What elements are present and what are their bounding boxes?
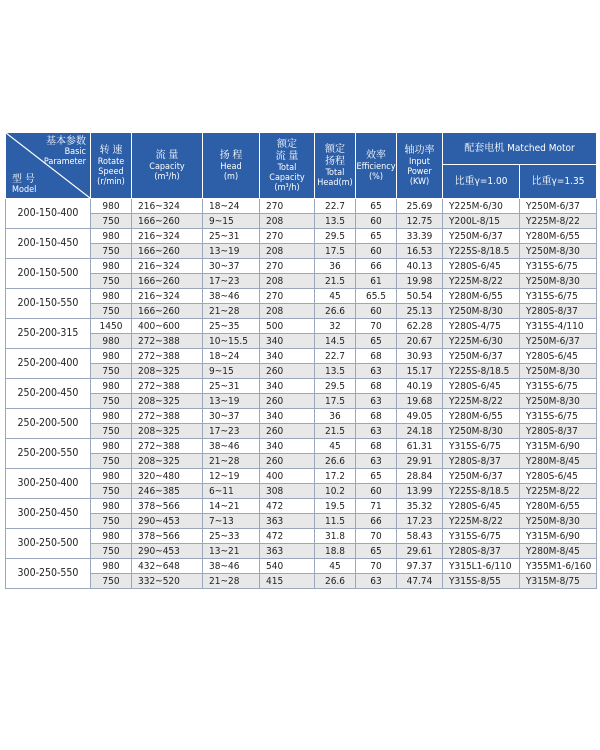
input-power-cell: 19.98 — [397, 274, 443, 289]
total-head-cell: 22.7 — [315, 199, 356, 214]
motor-135-cell: Y280S-6/45 — [520, 469, 597, 484]
total-capacity-cell: 415 — [260, 574, 315, 589]
capacity-cell: 208~325 — [132, 454, 203, 469]
motor-135-cell: Y250M-8/30 — [520, 274, 597, 289]
efficiency-cell: 65 — [356, 199, 397, 214]
motor-1-cell: Y250M-6/37 — [443, 229, 520, 244]
motor-1-cell: Y280S-8/37 — [443, 544, 520, 559]
total-head-cell: 22.7 — [315, 349, 356, 364]
head-header: 扬 程 Head (m) — [203, 133, 260, 199]
capacity-cell: 216~324 — [132, 229, 203, 244]
model-cell: 250-200-500 — [6, 409, 91, 439]
efficiency-cell: 60 — [356, 214, 397, 229]
total-head-cell: 26.6 — [315, 304, 356, 319]
capacity-cell: 166~260 — [132, 214, 203, 229]
total-capacity-cell: 340 — [260, 439, 315, 454]
table-row — [6, 514, 597, 529]
capacity-cell: 272~388 — [132, 379, 203, 394]
total-capacity-cell: 260 — [260, 424, 315, 439]
total-capacity-cell: 308 — [260, 484, 315, 499]
speed-cell: 980 — [91, 439, 132, 454]
head-cell: 38~46 — [203, 439, 260, 454]
input-power-cell: 25.13 — [397, 304, 443, 319]
head-cell: 7~13 — [203, 514, 260, 529]
total-capacity-cell: 208 — [260, 244, 315, 259]
model-cell: 200-150-550 — [6, 289, 91, 319]
total-head-cell: 19.5 — [315, 499, 356, 514]
motor-135-cell: Y225M-8/22 — [520, 214, 597, 229]
model-cell: 300-250-400 — [6, 469, 91, 499]
capacity-cell: 208~325 — [132, 424, 203, 439]
model-cell: 200-150-400 — [6, 199, 91, 229]
motor-135-cell: Y280M-6/55 — [520, 499, 597, 514]
total-capacity-cell: 500 — [260, 319, 315, 334]
efficiency-cell: 66 — [356, 259, 397, 274]
input-power-cell: 28.84 — [397, 469, 443, 484]
head-cell: 17~23 — [203, 424, 260, 439]
motor-1-cell: Y280S-6/45 — [443, 499, 520, 514]
head-cell: 30~37 — [203, 409, 260, 424]
pump-spec-table — [5, 132, 597, 589]
total-head-cell: 13.5 — [315, 364, 356, 379]
input-power-cell: 49.05 — [397, 409, 443, 424]
head-cell: 14~21 — [203, 499, 260, 514]
speed-cell: 750 — [91, 304, 132, 319]
motor-135-cell: Y250M-8/30 — [520, 394, 597, 409]
input-power-cell: 16.53 — [397, 244, 443, 259]
motor-135-cell: Y315M-6/90 — [520, 529, 597, 544]
table-row — [6, 379, 597, 394]
total-head-cell: 32 — [315, 319, 356, 334]
speed-cell: 750 — [91, 364, 132, 379]
motor-1-cell: Y315S-6/75 — [443, 529, 520, 544]
motor-1-cell: Y225S-8/18.5 — [443, 364, 520, 379]
motor-1-cell: Y280M-6/55 — [443, 409, 520, 424]
motor-1-cell: Y315S-8/55 — [443, 574, 520, 589]
motor-135-cell: Y250M-6/37 — [520, 199, 597, 214]
table-row — [6, 529, 597, 544]
capacity-cell: 272~388 — [132, 439, 203, 454]
speed-cell: 750 — [91, 574, 132, 589]
motor-1-cell: Y280S-8/37 — [443, 454, 520, 469]
total-head-cell: 45 — [315, 439, 356, 454]
model-header — [6, 133, 91, 199]
speed-cell: 750 — [91, 454, 132, 469]
total-head-cell: 18.8 — [315, 544, 356, 559]
speed-cell: 980 — [91, 499, 132, 514]
input-power-cell: 24.18 — [397, 424, 443, 439]
motor-135-cell: Y315S-6/75 — [520, 289, 597, 304]
capacity-cell: 208~325 — [132, 364, 203, 379]
input-power-cell: 40.19 — [397, 379, 443, 394]
head-cell: 18~24 — [203, 199, 260, 214]
input-power-header: 轴功率 Input Power (KW) — [397, 133, 443, 199]
motor-1-cell: Y200L-8/15 — [443, 214, 520, 229]
motor-135-cell: Y250M-6/37 — [520, 334, 597, 349]
model-label: 型 号 Model — [12, 174, 37, 195]
speed-cell: 750 — [91, 394, 132, 409]
table-row — [6, 544, 597, 559]
motor-135-cell: Y315M-6/90 — [520, 439, 597, 454]
head-cell: 18~24 — [203, 349, 260, 364]
motor-135-cell: Y250M-8/30 — [520, 244, 597, 259]
motor-135-cell: Y280S-6/45 — [520, 349, 597, 364]
motor-1-cell: Y225M-6/30 — [443, 334, 520, 349]
input-power-cell: 29.61 — [397, 544, 443, 559]
motor-135-cell: Y315S-6/75 — [520, 409, 597, 424]
total-head-cell: 17.5 — [315, 244, 356, 259]
table-row — [6, 214, 597, 229]
input-power-cell: 62.28 — [397, 319, 443, 334]
total-head-cell: 26.6 — [315, 574, 356, 589]
efficiency-cell: 63 — [356, 424, 397, 439]
efficiency-cell: 63 — [356, 394, 397, 409]
total-head-cell: 45 — [315, 289, 356, 304]
total-head-cell: 13.5 — [315, 214, 356, 229]
model-cell: 250-200-450 — [6, 379, 91, 409]
total-capacity-cell: 472 — [260, 529, 315, 544]
model-cell: 200-150-500 — [6, 259, 91, 289]
speed-cell: 980 — [91, 409, 132, 424]
speed-cell: 980 — [91, 199, 132, 214]
model-cell: 300-250-450 — [6, 499, 91, 529]
motor-gravity-1.35-header: 比重γ=1.35 — [520, 165, 597, 199]
efficiency-cell: 63 — [356, 364, 397, 379]
table-row — [6, 304, 597, 319]
input-power-cell: 40.13 — [397, 259, 443, 274]
input-power-cell: 12.75 — [397, 214, 443, 229]
motor-1-cell: Y315L1-6/110 — [443, 559, 520, 574]
table-row — [6, 244, 597, 259]
input-power-cell: 17.23 — [397, 514, 443, 529]
capacity-header: 流 量 Capacity (m³/h) — [132, 133, 203, 199]
capacity-cell: 208~325 — [132, 394, 203, 409]
head-cell: 13~21 — [203, 544, 260, 559]
motor-135-cell: Y280S-8/37 — [520, 424, 597, 439]
model-cell: 250-200-550 — [6, 439, 91, 469]
motor-135-cell: Y280M-8/45 — [520, 544, 597, 559]
motor-135-cell: Y250M-8/30 — [520, 514, 597, 529]
total-head-cell: 17.2 — [315, 469, 356, 484]
head-cell: 25~31 — [203, 379, 260, 394]
motor-1-cell: Y225S-8/18.5 — [443, 484, 520, 499]
capacity-cell: 166~260 — [132, 244, 203, 259]
efficiency-cell: 70 — [356, 559, 397, 574]
table-row — [6, 364, 597, 379]
head-cell: 13~19 — [203, 394, 260, 409]
motor-1-cell: Y250M-8/30 — [443, 304, 520, 319]
motor-gravity-1-header: 比重γ=1.00 — [443, 165, 520, 199]
motor-1-cell: Y225M-6/30 — [443, 199, 520, 214]
speed-cell: 750 — [91, 244, 132, 259]
speed-cell: 980 — [91, 379, 132, 394]
speed-cell: 750 — [91, 424, 132, 439]
total-capacity-cell: 340 — [260, 349, 315, 364]
speed-cell: 750 — [91, 484, 132, 499]
head-cell: 9~15 — [203, 364, 260, 379]
head-cell: 38~46 — [203, 559, 260, 574]
input-power-cell: 29.91 — [397, 454, 443, 469]
speed-cell: 750 — [91, 544, 132, 559]
total-capacity-cell: 340 — [260, 379, 315, 394]
speed-cell: 980 — [91, 289, 132, 304]
capacity-cell: 432~648 — [132, 559, 203, 574]
motor-135-cell: Y315S-4/110 — [520, 319, 597, 334]
total-capacity-cell: 363 — [260, 514, 315, 529]
efficiency-cell: 70 — [356, 529, 397, 544]
head-cell: 38~46 — [203, 289, 260, 304]
total-capacity-cell: 270 — [260, 259, 315, 274]
speed-cell: 980 — [91, 349, 132, 364]
total-capacity-cell: 270 — [260, 229, 315, 244]
capacity-cell: 378~566 — [132, 499, 203, 514]
efficiency-cell: 65 — [356, 229, 397, 244]
efficiency-cell: 68 — [356, 439, 397, 454]
input-power-cell: 58.43 — [397, 529, 443, 544]
motor-135-cell: Y250M-8/30 — [520, 364, 597, 379]
input-power-cell: 35.32 — [397, 499, 443, 514]
capacity-cell: 216~324 — [132, 289, 203, 304]
efficiency-cell: 70 — [356, 319, 397, 334]
table-row — [6, 394, 597, 409]
total-head-cell: 36 — [315, 409, 356, 424]
motor-1-cell: Y250M-6/37 — [443, 469, 520, 484]
motor-1-cell: Y225M-8/22 — [443, 394, 520, 409]
head-cell: 10~15.5 — [203, 334, 260, 349]
total-head-cell: 26.6 — [315, 454, 356, 469]
total-head-cell: 29.5 — [315, 379, 356, 394]
table-row — [6, 424, 597, 439]
capacity-cell: 216~324 — [132, 199, 203, 214]
table-row — [6, 559, 597, 574]
motor-1-cell: Y225M-8/22 — [443, 514, 520, 529]
speed-cell: 980 — [91, 334, 132, 349]
table-row — [6, 319, 597, 334]
motor-135-cell: Y315S-6/75 — [520, 259, 597, 274]
motor-1-cell: Y315S-6/75 — [443, 439, 520, 454]
speed-header: 转 速 Rotate Speed (r/min) — [91, 133, 132, 199]
motor-1-cell: Y225M-8/22 — [443, 274, 520, 289]
head-cell: 25~33 — [203, 529, 260, 544]
input-power-cell: 50.54 — [397, 289, 443, 304]
basic-parameter-label: 基本参数 Basic Parameter — [43, 136, 86, 167]
head-cell: 25~31 — [203, 229, 260, 244]
capacity-cell: 320~480 — [132, 469, 203, 484]
motor-135-cell: Y315S-6/75 — [520, 379, 597, 394]
efficiency-header: 效率 Efficiency (%) — [356, 133, 397, 199]
input-power-cell: 20.67 — [397, 334, 443, 349]
total-capacity-cell: 260 — [260, 394, 315, 409]
motor-1-cell: Y280S-6/45 — [443, 379, 520, 394]
speed-cell: 750 — [91, 214, 132, 229]
total-head-header: 额定 扬程 Total Head(m) — [315, 133, 356, 199]
total-head-cell: 14.5 — [315, 334, 356, 349]
speed-cell: 980 — [91, 559, 132, 574]
table-row — [6, 289, 597, 304]
table-row — [6, 484, 597, 499]
table-row — [6, 574, 597, 589]
input-power-cell: 61.31 — [397, 439, 443, 454]
speed-cell: 750 — [91, 514, 132, 529]
total-capacity-cell: 260 — [260, 364, 315, 379]
capacity-cell: 272~388 — [132, 334, 203, 349]
head-cell: 9~15 — [203, 214, 260, 229]
efficiency-cell: 66 — [356, 514, 397, 529]
total-capacity-cell: 540 — [260, 559, 315, 574]
efficiency-cell: 60 — [356, 484, 397, 499]
speed-cell: 750 — [91, 274, 132, 289]
speed-cell: 1450 — [91, 319, 132, 334]
motor-135-cell: Y280M-6/55 — [520, 229, 597, 244]
total-capacity-cell: 260 — [260, 454, 315, 469]
efficiency-cell: 63 — [356, 454, 397, 469]
head-cell: 12~19 — [203, 469, 260, 484]
motor-1-cell: Y250M-8/30 — [443, 424, 520, 439]
motor-135-cell: Y315M-8/75 — [520, 574, 597, 589]
input-power-cell: 13.99 — [397, 484, 443, 499]
total-capacity-cell: 363 — [260, 544, 315, 559]
table-row — [6, 199, 597, 214]
total-head-cell: 31.8 — [315, 529, 356, 544]
efficiency-cell: 65 — [356, 469, 397, 484]
input-power-cell: 33.39 — [397, 229, 443, 244]
motor-1-cell: Y280M-6/55 — [443, 289, 520, 304]
capacity-cell: 272~388 — [132, 409, 203, 424]
speed-cell: 980 — [91, 469, 132, 484]
table-row — [6, 334, 597, 349]
motor-1-cell: Y280S-4/75 — [443, 319, 520, 334]
table-body — [6, 199, 597, 589]
motor-1-cell: Y225S-8/18.5 — [443, 244, 520, 259]
input-power-cell: 15.17 — [397, 364, 443, 379]
table-row — [6, 469, 597, 484]
table-row — [6, 229, 597, 244]
capacity-cell: 272~388 — [132, 349, 203, 364]
capacity-cell: 400~600 — [132, 319, 203, 334]
capacity-cell: 246~385 — [132, 484, 203, 499]
efficiency-cell: 68 — [356, 379, 397, 394]
total-capacity-cell: 400 — [260, 469, 315, 484]
total-head-cell: 36 — [315, 259, 356, 274]
capacity-cell: 166~260 — [132, 304, 203, 319]
speed-cell: 980 — [91, 229, 132, 244]
efficiency-cell: 60 — [356, 304, 397, 319]
total-capacity-cell: 472 — [260, 499, 315, 514]
matched-motor-header: 配套电机 Matched Motor — [443, 133, 597, 165]
motor-135-cell: Y225M-8/22 — [520, 484, 597, 499]
model-cell: 250-200-315 — [6, 319, 91, 349]
efficiency-cell: 65.5 — [356, 289, 397, 304]
efficiency-cell: 65 — [356, 334, 397, 349]
efficiency-cell: 61 — [356, 274, 397, 289]
model-cell: 300-250-500 — [6, 529, 91, 559]
head-cell: 25~35 — [203, 319, 260, 334]
table-row — [6, 349, 597, 364]
total-capacity-cell: 340 — [260, 409, 315, 424]
head-cell: 21~28 — [203, 574, 260, 589]
efficiency-cell: 63 — [356, 574, 397, 589]
efficiency-cell: 71 — [356, 499, 397, 514]
table-row — [6, 259, 597, 274]
total-capacity-cell: 208 — [260, 304, 315, 319]
head-cell: 17~23 — [203, 274, 260, 289]
total-capacity-header: 额定 流 量 Total Capacity (m³/h) — [260, 133, 315, 199]
total-head-cell: 29.5 — [315, 229, 356, 244]
input-power-cell: 19.68 — [397, 394, 443, 409]
motor-135-cell: Y280M-8/45 — [520, 454, 597, 469]
table-row — [6, 409, 597, 424]
model-cell: 250-200-400 — [6, 349, 91, 379]
input-power-cell: 30.93 — [397, 349, 443, 364]
head-cell: 30~37 — [203, 259, 260, 274]
table-row — [6, 499, 597, 514]
capacity-cell: 166~260 — [132, 274, 203, 289]
capacity-cell: 216~324 — [132, 259, 203, 274]
total-head-cell: 17.5 — [315, 394, 356, 409]
total-capacity-cell: 270 — [260, 289, 315, 304]
capacity-cell: 290~453 — [132, 544, 203, 559]
total-head-cell: 10.2 — [315, 484, 356, 499]
head-cell: 6~11 — [203, 484, 260, 499]
head-cell: 21~28 — [203, 454, 260, 469]
total-head-cell: 21.5 — [315, 424, 356, 439]
motor-1-cell: Y280S-6/45 — [443, 259, 520, 274]
capacity-cell: 332~520 — [132, 574, 203, 589]
efficiency-cell: 60 — [356, 244, 397, 259]
table-row — [6, 439, 597, 454]
total-capacity-cell: 208 — [260, 274, 315, 289]
efficiency-cell: 68 — [356, 409, 397, 424]
input-power-cell: 47.74 — [397, 574, 443, 589]
total-head-cell: 21.5 — [315, 274, 356, 289]
head-cell: 21~28 — [203, 304, 260, 319]
capacity-cell: 378~566 — [132, 529, 203, 544]
motor-1-cell: Y250M-6/37 — [443, 349, 520, 364]
model-cell: 200-150-450 — [6, 229, 91, 259]
table-row — [6, 274, 597, 289]
total-head-cell: 45 — [315, 559, 356, 574]
model-cell: 300-250-550 — [6, 559, 91, 589]
efficiency-cell: 65 — [356, 544, 397, 559]
total-capacity-cell: 208 — [260, 214, 315, 229]
motor-135-cell: Y280S-8/37 — [520, 304, 597, 319]
motor-135-cell: Y355M1-6/160 — [520, 559, 597, 574]
table-row — [6, 454, 597, 469]
head-cell: 13~19 — [203, 244, 260, 259]
input-power-cell: 25.69 — [397, 199, 443, 214]
total-capacity-cell: 340 — [260, 334, 315, 349]
total-capacity-cell: 270 — [260, 199, 315, 214]
speed-cell: 980 — [91, 259, 132, 274]
total-head-cell: 11.5 — [315, 514, 356, 529]
speed-cell: 980 — [91, 529, 132, 544]
capacity-cell: 290~453 — [132, 514, 203, 529]
efficiency-cell: 68 — [356, 349, 397, 364]
input-power-cell: 97.37 — [397, 559, 443, 574]
